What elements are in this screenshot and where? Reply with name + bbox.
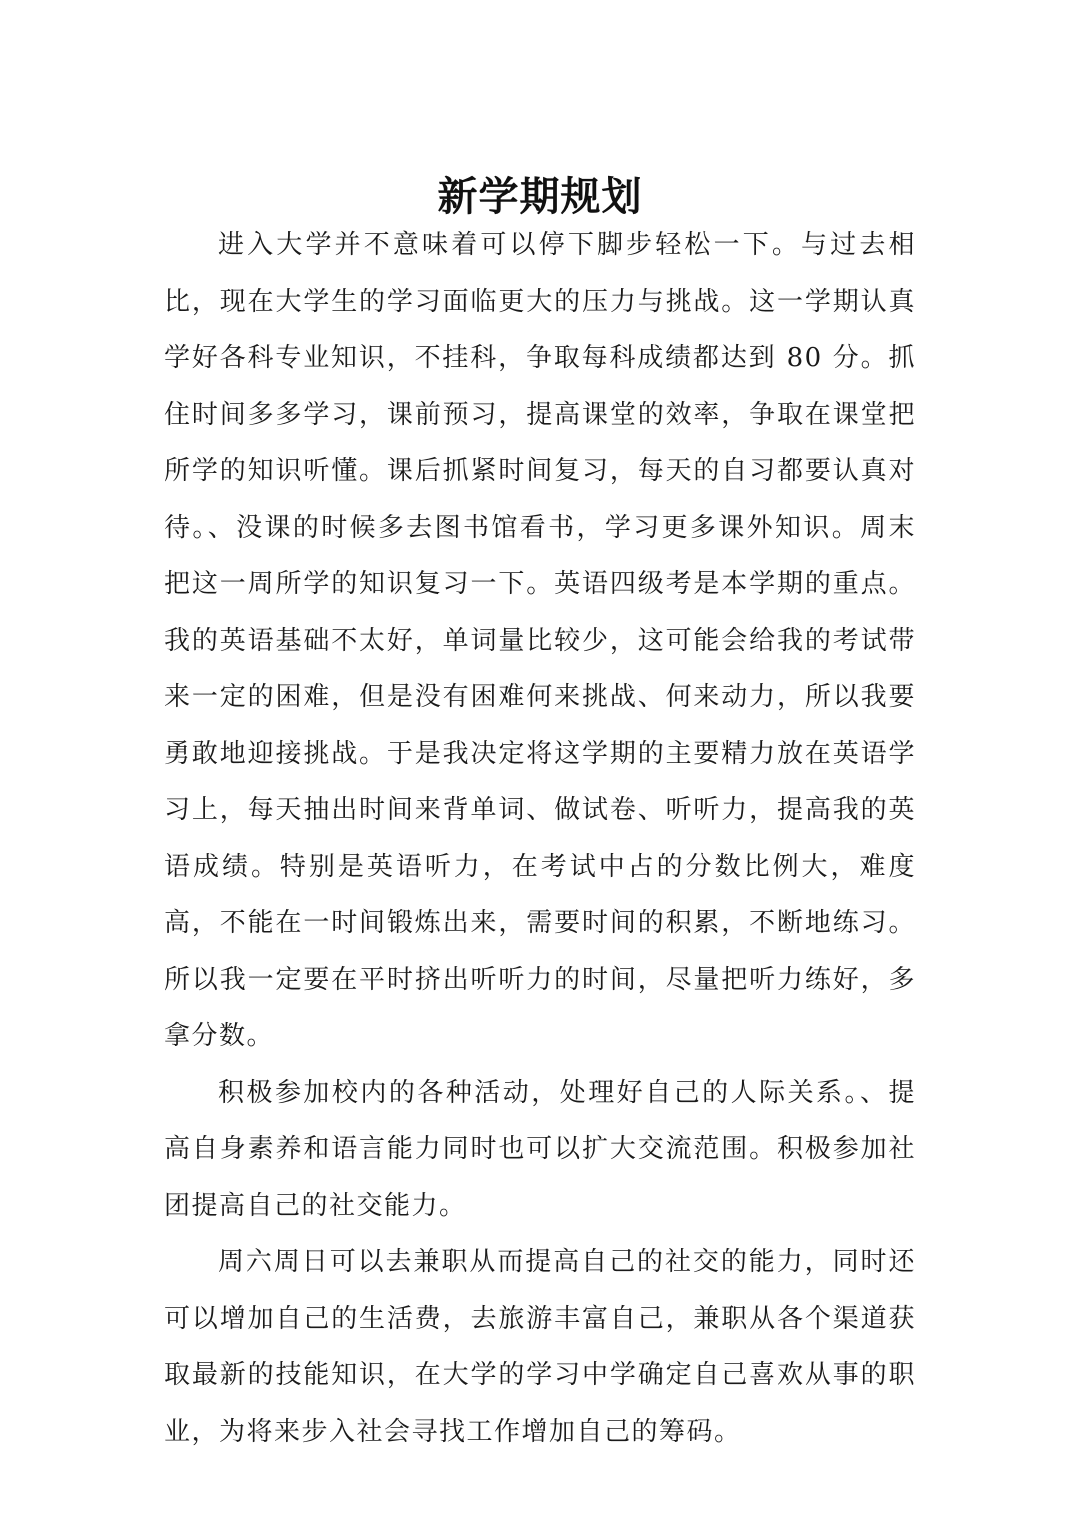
document-body (164, 217, 916, 1460)
paragraph-study-plan: 进入大学并不意味着可以停下脚步轻松一下。与过去相比，现在大学生的学习面临更大的压力与挑战。这一学期认真学好各科专业知识，不挂科，争取每科成绩都达到 80 分。抓住时间多多学习，课前预习，提高课堂的效率，争取在课堂把所学的知识听懂。课后抓紧时间复习，每天的自习都要认真对待。、没课的时候多去图书馆看书，学习更多课外知识。周末把这一周所学的知识复习一下。英语四级考是本学期的重点。我的英语基础不太好，单词量比较少，这可能会给我的考试带来一定的困难，但是没有困难何来挑战、何来动力，所以我要勇敢地迎接挑战。于是我决定将这学期的主要精力放在英语学习上，每天抽出时间来背单词、做试卷、听听力，提高我的英语成绩。特别是英语听力，在考试中占的分数比例大，难度高，不能在一时间锻炼出来，需要时间的积累，不断地练习。所以我一定要在平时挤出听听力的时间，尽量把听力练好，多拿分数。 (164, 230, 916, 1051)
paragraph-part-time-job: 周六周日可以去兼职从而提高自己的社交的能力，同时还可以增加自己的生活费，去旅游丰富自己，兼职从各个渠道获取最新的技能知识，在大学的学习中学确定自己喜欢从事的职业，为将来步入社会寻找工作增加自己的筹码。 (164, 1247, 916, 1447)
paragraph-activities: 积极参加校内的各种活动，处理好自己的人际关系。、提高自身素养和语言能力同时也可以扩大交流范围。积极参加社团提高自己的社交能力。 (164, 1077, 916, 1221)
page-title: 新学期规划 (437, 172, 643, 220)
